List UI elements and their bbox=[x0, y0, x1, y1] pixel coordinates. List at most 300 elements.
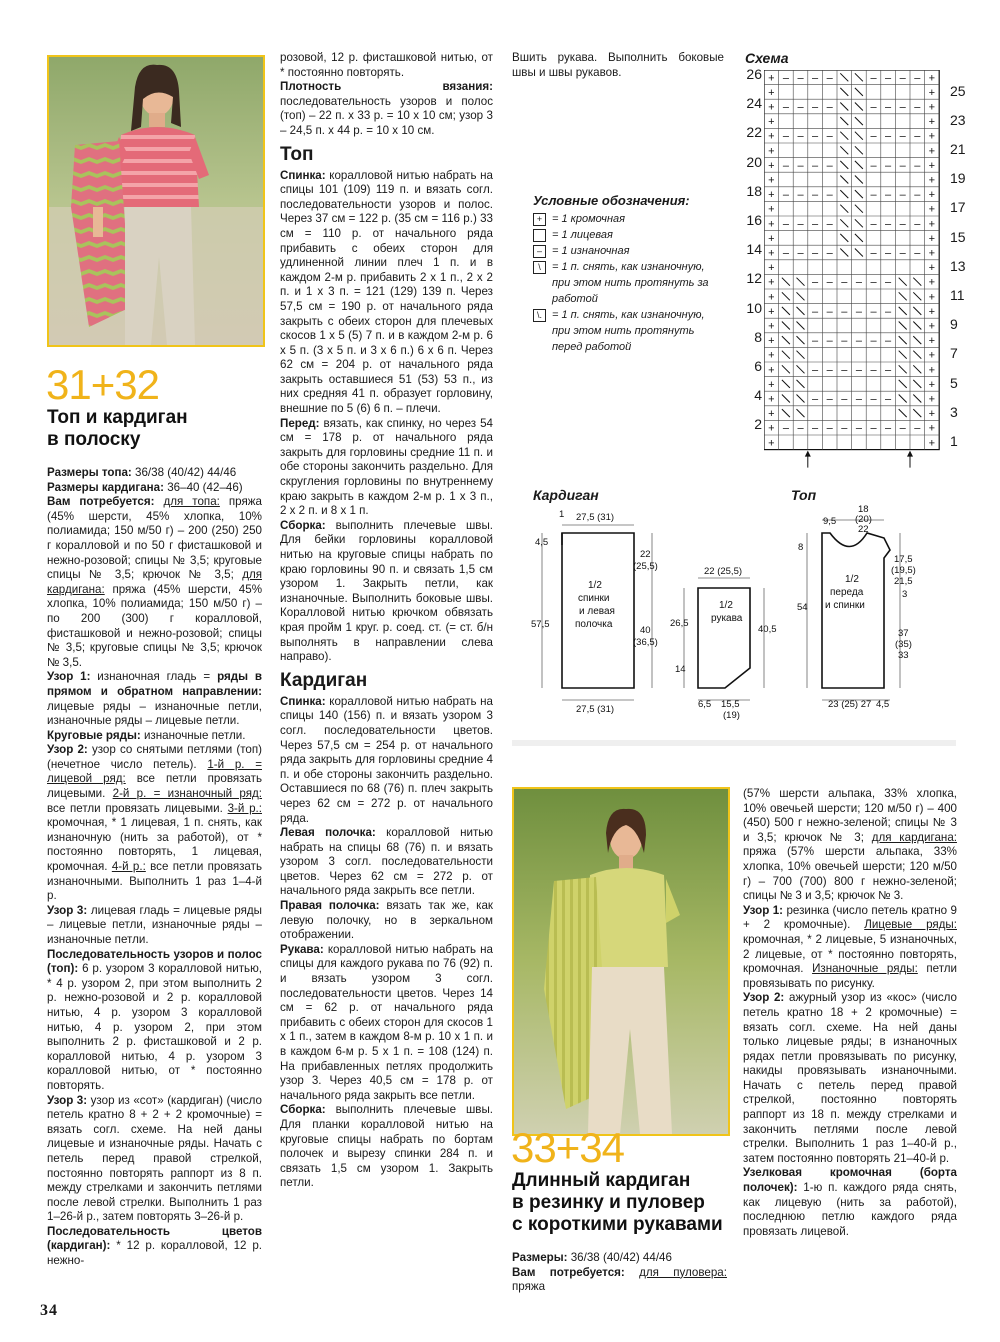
svg-text:–: – bbox=[826, 72, 833, 85]
svg-text:–: – bbox=[812, 218, 819, 231]
dim-top-r4: 3 bbox=[902, 589, 908, 600]
svg-text:–: – bbox=[826, 305, 833, 318]
svg-text:+: + bbox=[768, 174, 775, 187]
svg-text:–: – bbox=[870, 364, 877, 377]
legend-item-slip-back bbox=[533, 259, 733, 307]
page-number: 34 bbox=[40, 1302, 58, 1319]
right-front-text: вязать так же, как левую полочку, но в зеркальном отображении. bbox=[280, 899, 493, 942]
label-top-sizes: Размеры топа: bbox=[47, 466, 132, 479]
svg-text:+: + bbox=[768, 203, 775, 216]
top-label-2: переда bbox=[830, 587, 864, 598]
svg-text:–: – bbox=[812, 189, 819, 202]
svg-text:–: – bbox=[870, 101, 877, 114]
card-label-3: и левая bbox=[579, 606, 615, 617]
svg-text:–: – bbox=[797, 218, 804, 231]
pattern-2-text5: все петли провязать изнаночными. Выполнить 1 раз 1–4-й р. bbox=[47, 860, 262, 903]
pattern-2-text1: узор со снятыми петлями (топ) (нечетное число петель). bbox=[47, 743, 262, 771]
card-label-4: полочка bbox=[575, 619, 613, 630]
svg-text:+: + bbox=[928, 86, 936, 99]
materials-2-underline: для пуловера: bbox=[639, 1265, 727, 1279]
svg-text:–: – bbox=[782, 218, 789, 231]
svg-text:–: – bbox=[782, 422, 789, 435]
svg-text:–: – bbox=[841, 305, 848, 318]
pattern-1b-text1: резинка (число петель кратно 9 + 2 кромочные). bbox=[743, 903, 957, 932]
label-gauge: Плотность вязания: bbox=[280, 80, 493, 94]
svg-text:–: – bbox=[812, 247, 819, 260]
schema-row-number: 21 bbox=[950, 141, 966, 157]
svg-text:–: – bbox=[812, 335, 819, 348]
sleeves-text: коралловой нитью набрать на спицы для каждого рукава по 76 (92) п. и вязать узором 3 согл. последовательности цветов. Через 14 см = 62 р. от начального ряда прибавить с обеих сторон для скосов 1 х 1 п., затем в каждом 8-м р. 10 х 1 п. и в каждом 6-м р. 5 х 1 п. = 108 (124) п. На прибавленных петлях продолжить узор 3. Через 40,5 см = 178 р. от начального ряда закрыть все петли. bbox=[280, 942, 493, 1102]
dim-sleeve-right: 40,5 bbox=[758, 624, 777, 635]
svg-text:+: + bbox=[768, 437, 775, 450]
label-pattern-1: Узор 1: bbox=[47, 670, 91, 684]
svg-text:+: + bbox=[928, 130, 936, 143]
schema-row-number: 8 bbox=[754, 328, 762, 345]
dim-sleeve-bottom-h: 14 bbox=[675, 664, 686, 675]
section-title-31-32 bbox=[47, 407, 188, 451]
svg-text:–: – bbox=[914, 247, 921, 260]
svg-text:+: + bbox=[768, 116, 775, 129]
dim-top-r7: 33 bbox=[898, 650, 909, 661]
edge-stitch-text: 1-ю п. каждого ряда снять, как лицевую (нить за работой), последнюю петлю каждого ряда провязать лицевой. bbox=[743, 1181, 957, 1238]
svg-text:–: – bbox=[914, 101, 921, 114]
svg-text:–: – bbox=[899, 247, 906, 260]
svg-text:–: – bbox=[826, 335, 833, 348]
pattern-top-title: Топ bbox=[791, 487, 817, 503]
pattern-2-u2: 2-й р. = изнаночный ряд: bbox=[112, 787, 262, 801]
svg-text:+: + bbox=[928, 262, 936, 275]
svg-text:+: + bbox=[768, 335, 775, 348]
label-materials-2: Вам потребуется: bbox=[512, 1265, 625, 1279]
svg-text:+: + bbox=[768, 262, 775, 275]
svg-text:–: – bbox=[885, 393, 892, 406]
svg-text:+: + bbox=[928, 189, 936, 202]
svg-text:–: – bbox=[870, 276, 877, 289]
svg-text:–: – bbox=[885, 247, 892, 260]
label-edge-stitch: Узелковая кромочная (борта полочек): bbox=[743, 1166, 957, 1195]
svg-text:–: – bbox=[885, 130, 892, 143]
svg-text:–: – bbox=[870, 218, 877, 231]
svg-text:–: – bbox=[812, 130, 819, 143]
svg-text:–: – bbox=[899, 101, 906, 114]
schema-row-number: 5 bbox=[950, 374, 958, 391]
top-label-3: и спинки bbox=[825, 600, 865, 611]
svg-text:–: – bbox=[885, 101, 892, 114]
left-front-text: коралловой нитью набрать на спицы 68 (76) п. и вязать узором 3 согл. последовательности цветов. Через 62 см = 272 р. от начального ряда закрыть все петли. bbox=[280, 826, 493, 898]
pattern-2-u3: 3-й р.: bbox=[227, 801, 262, 815]
svg-text:+: + bbox=[928, 174, 936, 187]
svg-text:+: + bbox=[768, 72, 775, 85]
svg-text:–: – bbox=[826, 247, 833, 260]
pattern-2-text4: кромочная, * 1 лицевая, 1 п. снять, как изнаночную (нить за работой), от * постоянно повторять, 1 лицевая, кромочная. bbox=[47, 816, 262, 874]
circular-rows-text: изнаночные петли. bbox=[140, 728, 246, 742]
label-cardigan-back: Спинка: bbox=[280, 694, 326, 708]
schema-row-number: 3 bbox=[950, 403, 958, 420]
pattern-3-cardigan-text: узор из «сот» (кардиган) (число петель кратно 8 + 2 + 2 кромочные) = вязать согл. схеме. На ней даны лицевые и изнаночные ряды. Начать с петель перед правой стрелкой, постоянно повторять раппорт из 8 п. между стрелками и закончить петлями после левой стрелки. Выполнить 1 раз 1–26-й р., затем повторять 3–26-й р. bbox=[47, 1093, 262, 1224]
svg-text:–: – bbox=[914, 218, 921, 231]
svg-text:+: + bbox=[928, 408, 936, 421]
svg-text:–: – bbox=[899, 72, 906, 85]
svg-text:+: + bbox=[928, 101, 936, 114]
dim-card-height: 57,5 bbox=[531, 619, 550, 630]
legend-text: = 1 кромочная bbox=[552, 213, 625, 225]
svg-text:–: – bbox=[855, 305, 862, 318]
svg-text:+: + bbox=[768, 408, 775, 421]
col4-materials-underline: для кардигана: bbox=[871, 830, 957, 844]
svg-text:+: + bbox=[768, 378, 775, 391]
svg-text:+: + bbox=[768, 145, 775, 158]
materials-cardigan-underline: для кардигана: bbox=[47, 568, 262, 596]
svg-text:–: – bbox=[914, 422, 921, 435]
label-pattern-2: Узор 2: bbox=[47, 743, 88, 757]
schema-row-number: 6 bbox=[754, 358, 762, 374]
svg-text:–: – bbox=[797, 72, 804, 85]
label-pattern-3-cardigan: Узор 3: bbox=[47, 1093, 88, 1107]
dim-sleeve-top: 22 (25,5) bbox=[704, 566, 743, 577]
svg-text:–: – bbox=[782, 189, 789, 202]
schema-row-number: 17 bbox=[950, 199, 966, 216]
pattern-1b-u1: Лицевые ряды: bbox=[864, 918, 957, 932]
col2-continuation: розовой, 12 р. фисташковой нитью, от * постоянно повторять. bbox=[280, 51, 493, 79]
svg-text:–: – bbox=[812, 159, 819, 172]
svg-text:–: – bbox=[812, 393, 819, 406]
section-divider bbox=[512, 740, 956, 746]
label-back: Спинка: bbox=[280, 168, 326, 182]
sleeve-label-1: 1/2 bbox=[719, 600, 733, 611]
legend-item-slip-front bbox=[533, 307, 733, 355]
svg-text:–: – bbox=[914, 189, 921, 202]
label-circular-rows: Круговые ряды: bbox=[47, 728, 141, 742]
card-label-2: спинки bbox=[578, 593, 610, 604]
svg-text:+: + bbox=[768, 189, 775, 202]
column-2 bbox=[280, 51, 493, 1191]
pattern-1b-u2: Изнаночные ряды: bbox=[812, 962, 918, 976]
column-3-top bbox=[512, 51, 724, 80]
col4-materials: (57% шерсти альпака, 33% хлопка, 10% овечьей шерсти; 120 м/50 г) – 400 (450) 500 г нежно-зеленой; спицы № 3 и 3,5; крючок № 3; bbox=[743, 787, 957, 844]
materials-2-text: пряжа bbox=[512, 1280, 546, 1294]
svg-text:–: – bbox=[870, 247, 877, 260]
schema-row-number: 14 bbox=[746, 241, 762, 258]
legend-title: Условные обозначения: bbox=[533, 193, 690, 208]
svg-text:–: – bbox=[914, 130, 921, 143]
svg-text:–: – bbox=[914, 159, 921, 172]
heading-top: Топ bbox=[280, 143, 314, 165]
svg-text:+: + bbox=[768, 276, 775, 289]
photo-long-cardigan bbox=[512, 787, 730, 1136]
svg-text:–: – bbox=[841, 393, 848, 406]
label-cardigan-assembly: Сборка: bbox=[280, 1103, 326, 1117]
col3-text: Вшить рукава. Выполнить боковые швы и швы рукавов. bbox=[512, 51, 724, 79]
dim-sleeve-left: 26,5 bbox=[670, 618, 689, 629]
svg-text:–: – bbox=[855, 422, 862, 435]
svg-text:–: – bbox=[870, 335, 877, 348]
svg-text:+: + bbox=[928, 320, 936, 333]
materials-top-underline: для топа: bbox=[163, 495, 220, 509]
dim-top-bottom2: 4,5 bbox=[876, 699, 890, 710]
legend-item-edge bbox=[533, 211, 733, 227]
dim-top-shoulder: 9,5 bbox=[823, 516, 837, 527]
svg-text:–: – bbox=[870, 393, 877, 406]
legend bbox=[533, 193, 733, 355]
svg-text:–: – bbox=[885, 72, 892, 85]
label-pattern-2-b: Узор 2: bbox=[743, 991, 785, 1005]
legend-text: = 1 лицевая bbox=[552, 229, 613, 241]
section-title-line2: в полоску bbox=[47, 429, 141, 450]
dim-card-neckdrop: 4,5 bbox=[535, 537, 549, 548]
svg-text:+: + bbox=[768, 130, 775, 143]
svg-text:+: + bbox=[928, 72, 936, 85]
dim-card-upper: 22 bbox=[640, 549, 651, 560]
schema-row-number: 10 bbox=[746, 299, 762, 316]
schema-row-number: 1 bbox=[950, 433, 958, 449]
svg-text:–: – bbox=[826, 218, 833, 231]
pattern-diagrams bbox=[512, 500, 962, 730]
svg-text:–: – bbox=[826, 276, 833, 289]
front-text: вязать, как спинку, но через 54 см = 178 р. от начального ряда закрыть для горловины средние 11 п. и обе стороны закончить раздельно. Для скругления горловины по внутреннему краю закрыть в каждом 2-м р. 1 х 3 п., 2 х 2 п. и 8 х 1 п. bbox=[280, 416, 493, 518]
schema-row-number: 22 bbox=[746, 124, 762, 141]
svg-text:+: + bbox=[928, 203, 936, 216]
gauge-text: последовательность узоров и полос (топ) – 22 п. х 33 р. = 10 х 10 см; узор 3 – 24,5 п. х 44 р. = 10 х 10 см. bbox=[280, 94, 493, 137]
svg-text:+: + bbox=[768, 232, 775, 245]
svg-text:–: – bbox=[826, 101, 833, 114]
heading-cardigan: Кардиган bbox=[280, 669, 368, 691]
svg-text:+: + bbox=[928, 335, 936, 348]
materials-top-text: пряжа (45% шерсти, 45% хлопка, 10% полиамида; 150 м/50 г) – 200 (250) 250 г коралловой и по 50 г фисташковой и нежно-розовой; спицы № 3,5; круговые спицы № 3,5; крючок № 3,5; bbox=[47, 495, 262, 582]
pattern-2-text2: все петли провязать лицевыми. bbox=[47, 772, 262, 801]
pattern-3-text: лицевая гладь = лицевые ряды – лицевые петли, изнаночные ряды – изнаночные петли. bbox=[47, 903, 262, 946]
materials-cardigan-text: пряжа (45% шерсти, 45% хлопка, 10% полиамида; 150 м/50 г) – по 200 (300) г коралловой, фисташковой и нежно-розовой; спицы № 3,5; круговые спицы № 3,5; крючок № 3,5. bbox=[47, 582, 262, 669]
svg-text:–: – bbox=[855, 364, 862, 377]
svg-text:+: + bbox=[928, 305, 936, 318]
svg-text:–: – bbox=[885, 276, 892, 289]
svg-text:+: + bbox=[928, 145, 936, 158]
dim-sleeve-b2: 15,5 bbox=[721, 699, 740, 710]
pattern-2-u1: 1-й р. = лицевой ряд: bbox=[47, 757, 262, 786]
dim-top-t2: (20) bbox=[855, 514, 872, 525]
svg-text:–: – bbox=[899, 189, 906, 202]
svg-text:+: + bbox=[768, 291, 775, 304]
label-front: Перед: bbox=[280, 416, 320, 430]
purl-stitch-symbol: – bbox=[533, 245, 546, 258]
svg-text:–: – bbox=[899, 422, 906, 435]
legend-item-knit bbox=[533, 227, 733, 243]
svg-text:–: – bbox=[870, 72, 877, 85]
svg-text:–: – bbox=[841, 364, 848, 377]
svg-text:–: – bbox=[885, 364, 892, 377]
top-label-1: 1/2 bbox=[845, 574, 859, 585]
label-right-front: Правая полочка: bbox=[280, 899, 380, 913]
svg-text:–: – bbox=[797, 130, 804, 143]
svg-text:–: – bbox=[797, 189, 804, 202]
schema-row-number: 2 bbox=[754, 416, 762, 433]
section2-title-line2: в резинку и пуловер bbox=[512, 1192, 705, 1213]
svg-text:+: + bbox=[928, 349, 936, 362]
svg-text:–: – bbox=[870, 422, 877, 435]
svg-text:+: + bbox=[928, 218, 936, 231]
schema-row-number: 4 bbox=[754, 387, 762, 404]
svg-text:+: + bbox=[768, 349, 775, 362]
sizes-2-text: 36/38 (40/42) 44/46 bbox=[567, 1251, 672, 1264]
schema-row-number: 12 bbox=[746, 270, 762, 287]
dim-card-lower2: (36,5) bbox=[633, 637, 658, 648]
dim-sleeve-b1: 6,5 bbox=[698, 699, 712, 710]
back-text: коралловой нитью набрать на спицы 101 (109) 119 п. и вязать согл. последовательности узоров и полос. Через 37 см = 122 р. (35 см = 116 р.) 33 см = 110 р. от начального ряда прибавить с обеих сторон для удлиненной линии плеч 1 п. и в каждом 2-м р. прибавить 2 х 1 п., 2 х 2 п. и 1 х 3 п. = 121 (129) 139 п. Через 57,5 см = 190 р. от начального ряда закрыть с обеих сторон для плечевых скосов 1 х 5 (5) 7 п. и в каждом 2-м р. 6 х 5 п. (3 х 5 п. и 3 х 6 п.) 6 х 6 п. Через 62 см = 204 р. от начального ряда закрыть оставшиеся 51 (53) 53 п., из них средняя 41 п. образует горловину, внешние по 5 (6) 6 п. – плечи. bbox=[280, 168, 493, 416]
svg-text:–: – bbox=[885, 305, 892, 318]
label-materials: Вам потребуется: bbox=[47, 495, 155, 509]
dim-card-lower: 40 bbox=[640, 625, 651, 636]
dim-top-bottom: 23 (25) 27 bbox=[828, 699, 872, 710]
svg-text:–: – bbox=[899, 218, 906, 231]
svg-text:–: – bbox=[870, 159, 877, 172]
svg-text:–: – bbox=[855, 393, 862, 406]
label-left-front: Левая полочка: bbox=[280, 826, 376, 840]
col4-materials-2: пряжа (57% шерсти альпака, 33% хлопка, 10% овечьей шерсти; 120 м/50 г) – 700 (700) 800 г нежно-зеленой; спицы № 3 и 3,5; крючок № 3. bbox=[743, 845, 957, 903]
svg-text:+: + bbox=[928, 378, 936, 391]
schema-row-number: 11 bbox=[950, 287, 965, 303]
svg-text:–: – bbox=[899, 159, 906, 172]
dim-top-r6: (35) bbox=[895, 639, 912, 650]
svg-text:–: – bbox=[812, 101, 819, 114]
label-sleeves: Рукава: bbox=[280, 942, 324, 956]
label-color-sequence: Последовательность цветов (кардиган): bbox=[47, 1224, 262, 1253]
svg-text:–: – bbox=[870, 305, 877, 318]
section2-title-line3: с короткими рукавами bbox=[512, 1214, 723, 1235]
svg-text:+: + bbox=[768, 320, 775, 333]
assembly-text: выполнить плечевые швы. Для бейки горловины коралловой нитью на круговые спицы набрать по краю горловины 90 п. и связать 1,5 см узором 1. Закрыть петли, как изнаночные. Выполнить боковые швы. Коралловой нитью крючком обвязать края пройм 1 круг. р. соед. ст. (= ст. б/н выполнять в направлении слева направо). bbox=[280, 518, 493, 664]
schema-row-number: 9 bbox=[950, 316, 958, 333]
pattern-1-text: изнаночная гладь = bbox=[90, 670, 218, 684]
svg-text:–: – bbox=[841, 335, 848, 348]
dim-card-neck: 1 bbox=[559, 509, 565, 520]
schema-row-number: 15 bbox=[950, 228, 966, 245]
photo-woman-green-cardigan bbox=[514, 789, 728, 1134]
dim-top-r2: (19,5) bbox=[891, 565, 916, 576]
knit-stitch-symbol bbox=[533, 229, 546, 242]
svg-text:+: + bbox=[768, 247, 775, 260]
pattern-1-text2: лицевые ряды – изнаночные петли, изнаночные ряды – лицевые петли. bbox=[47, 699, 262, 728]
svg-text:+: + bbox=[768, 218, 775, 231]
photo-top-cardigan bbox=[47, 55, 265, 347]
svg-text:–: – bbox=[870, 189, 877, 202]
section-number-31-32: 31+32 bbox=[46, 361, 159, 408]
pattern-2b-text: ажурный узор из «кос» (число петель кратно 18 + 2 кромочные) = вязать согл. схеме. На ней даны только лицевые ряды; в изнаночных рядах петли провязывать по рисунку, накиды провязывать изнаночными. Начать с петель перед правой стрелкой, постоянно повторять раппорт из 18 п. между стрелками и закончить петлями после левой стрелки. Выполнить 1 раз 1–40-й р., затем постоянно повторять 21–40-й р. bbox=[743, 991, 958, 1165]
svg-text:+: + bbox=[928, 291, 936, 304]
slip-back-symbol: \ bbox=[533, 261, 546, 274]
svg-text:–: – bbox=[797, 247, 804, 260]
cardigan-back-text: коралловой нитью набрать на спицы 140 (156) п. и вязать узором 3 согл. последовательности цветов. Через 57,5 см = 254 р. от начального ряда закрыть для горловины средние 4 п. и обе стороны закончить раздельно. Оставшиеся по 68 (76) п. плеч закрыть через 62 см = 272 р. от начального ряда. bbox=[280, 694, 493, 825]
svg-text:+: + bbox=[928, 159, 936, 172]
svg-text:–: – bbox=[885, 159, 892, 172]
sleeve-label-2: рукава bbox=[711, 613, 743, 624]
svg-text:+: + bbox=[928, 364, 936, 377]
pattern-2-text3: все петли провязать лицевыми. bbox=[47, 801, 228, 815]
svg-text:+: + bbox=[928, 422, 936, 435]
schema-row-number: 20 bbox=[746, 153, 762, 170]
svg-text:–: – bbox=[812, 305, 819, 318]
svg-text:–: – bbox=[826, 364, 833, 377]
text-top-sizes: 36/38 (40/42) 44/46 bbox=[131, 466, 237, 479]
schema-row-number: 26 bbox=[746, 66, 762, 82]
svg-text:–: – bbox=[826, 159, 833, 172]
schema-row-number: 24 bbox=[746, 95, 762, 112]
column-1 bbox=[47, 466, 262, 1269]
cardigan-assembly-text: выполнить плечевые швы. Для планки коралловой нитью на круговые спицы набрать по бортам полочек и вырезу спинки 284 п. и связать 1,5 см узором 1. Закрыть петли. bbox=[280, 1103, 493, 1190]
svg-text:–: – bbox=[870, 130, 877, 143]
schema-title: Схема bbox=[745, 50, 789, 66]
svg-text:–: – bbox=[826, 130, 833, 143]
section-title-33-34 bbox=[512, 1170, 723, 1236]
svg-text:–: – bbox=[812, 276, 819, 289]
schema-grid bbox=[764, 70, 944, 470]
schema-row-number: 16 bbox=[746, 212, 762, 228]
label-sizes-2: Размеры: bbox=[512, 1251, 568, 1264]
label-assembly: Сборка: bbox=[280, 518, 326, 532]
section2-intro bbox=[512, 1251, 727, 1295]
svg-text:–: – bbox=[812, 364, 819, 377]
svg-text:–: – bbox=[826, 189, 833, 202]
svg-text:+: + bbox=[928, 276, 936, 289]
pattern-1b-text2: кромочная, * 2 лицевые, 5 изнаночных, 2 лицевые, от * постоянно повторять, кромочная. bbox=[743, 932, 957, 976]
pattern-1b-text3: петли провязывать по рисунку. bbox=[743, 962, 957, 990]
svg-text:–: – bbox=[782, 130, 789, 143]
svg-text:+: + bbox=[928, 393, 936, 406]
pattern-1-bold: ряды в прямом и обратном направлении: bbox=[47, 670, 263, 698]
svg-text:–: – bbox=[782, 72, 789, 85]
svg-text:–: – bbox=[826, 393, 833, 406]
text-cardigan-sizes: 36–40 (42–46) bbox=[164, 480, 243, 494]
dim-top-r3: 21,5 bbox=[894, 576, 913, 587]
dim-card-bottom: 27,5 (31) bbox=[576, 704, 615, 715]
svg-text:–: – bbox=[914, 72, 921, 85]
dim-top-r5: 37 bbox=[898, 628, 909, 639]
svg-text:+: + bbox=[768, 364, 775, 377]
svg-text:+: + bbox=[928, 247, 936, 260]
section-title-line1: Топ и кардиган bbox=[47, 407, 188, 428]
schema-row-number: 25 bbox=[950, 82, 966, 99]
svg-text:–: – bbox=[885, 422, 892, 435]
svg-text:–: – bbox=[841, 276, 848, 289]
schema-row-number: 7 bbox=[950, 345, 958, 362]
svg-text:–: – bbox=[782, 101, 789, 114]
dim-top-t1: 18 bbox=[858, 504, 869, 515]
svg-text:–: – bbox=[841, 422, 848, 435]
section2-title-line1: Длинный кардиган bbox=[512, 1170, 691, 1191]
svg-text:–: – bbox=[885, 218, 892, 231]
svg-text:+: + bbox=[768, 101, 775, 114]
sequence-top-text: 6 р. узором 3 коралловой нитью, * 4 р. узором 2, при этом выполнить 2 р. нежно-розовой и 2 р. коралловой нитью, 4 р. узором 3 коралловой нитью, 4 р. узором 2, при этом выполнить 2 р. фисташковой и 2 р. коралловой нитью, 4 р. узором 3 коралловой нитью, от * постоянно повторять. bbox=[47, 962, 262, 1092]
label-sequence-top: Последовательность узоров и полос (топ): bbox=[47, 947, 262, 976]
legend-text: = 1 п. снять, как изнаночную, при этом нить протянуть за работой bbox=[552, 261, 709, 305]
svg-text:–: – bbox=[826, 422, 833, 435]
svg-text:+: + bbox=[768, 305, 775, 318]
column-4 bbox=[743, 787, 957, 1239]
section-number-33-34: 33+34 bbox=[511, 1124, 624, 1171]
svg-text:–: – bbox=[885, 189, 892, 202]
schema-row-number: 18 bbox=[746, 182, 762, 199]
edge-stitch-symbol: + bbox=[533, 213, 546, 226]
svg-text:–: – bbox=[782, 159, 789, 172]
svg-text:–: – bbox=[797, 101, 804, 114]
dim-sleeve-b3: (19) bbox=[723, 710, 740, 721]
slip-front-symbol: \. bbox=[533, 309, 546, 322]
dim-card-upper2: (25,5) bbox=[633, 561, 658, 572]
dim-top-t3: 22 bbox=[858, 524, 869, 535]
svg-text:–: – bbox=[885, 335, 892, 348]
svg-text:+: + bbox=[928, 116, 936, 129]
dim-top-neckdrop: 8 bbox=[798, 542, 804, 553]
svg-text:+: + bbox=[928, 232, 936, 245]
dim-top-height: 54 bbox=[797, 602, 808, 613]
